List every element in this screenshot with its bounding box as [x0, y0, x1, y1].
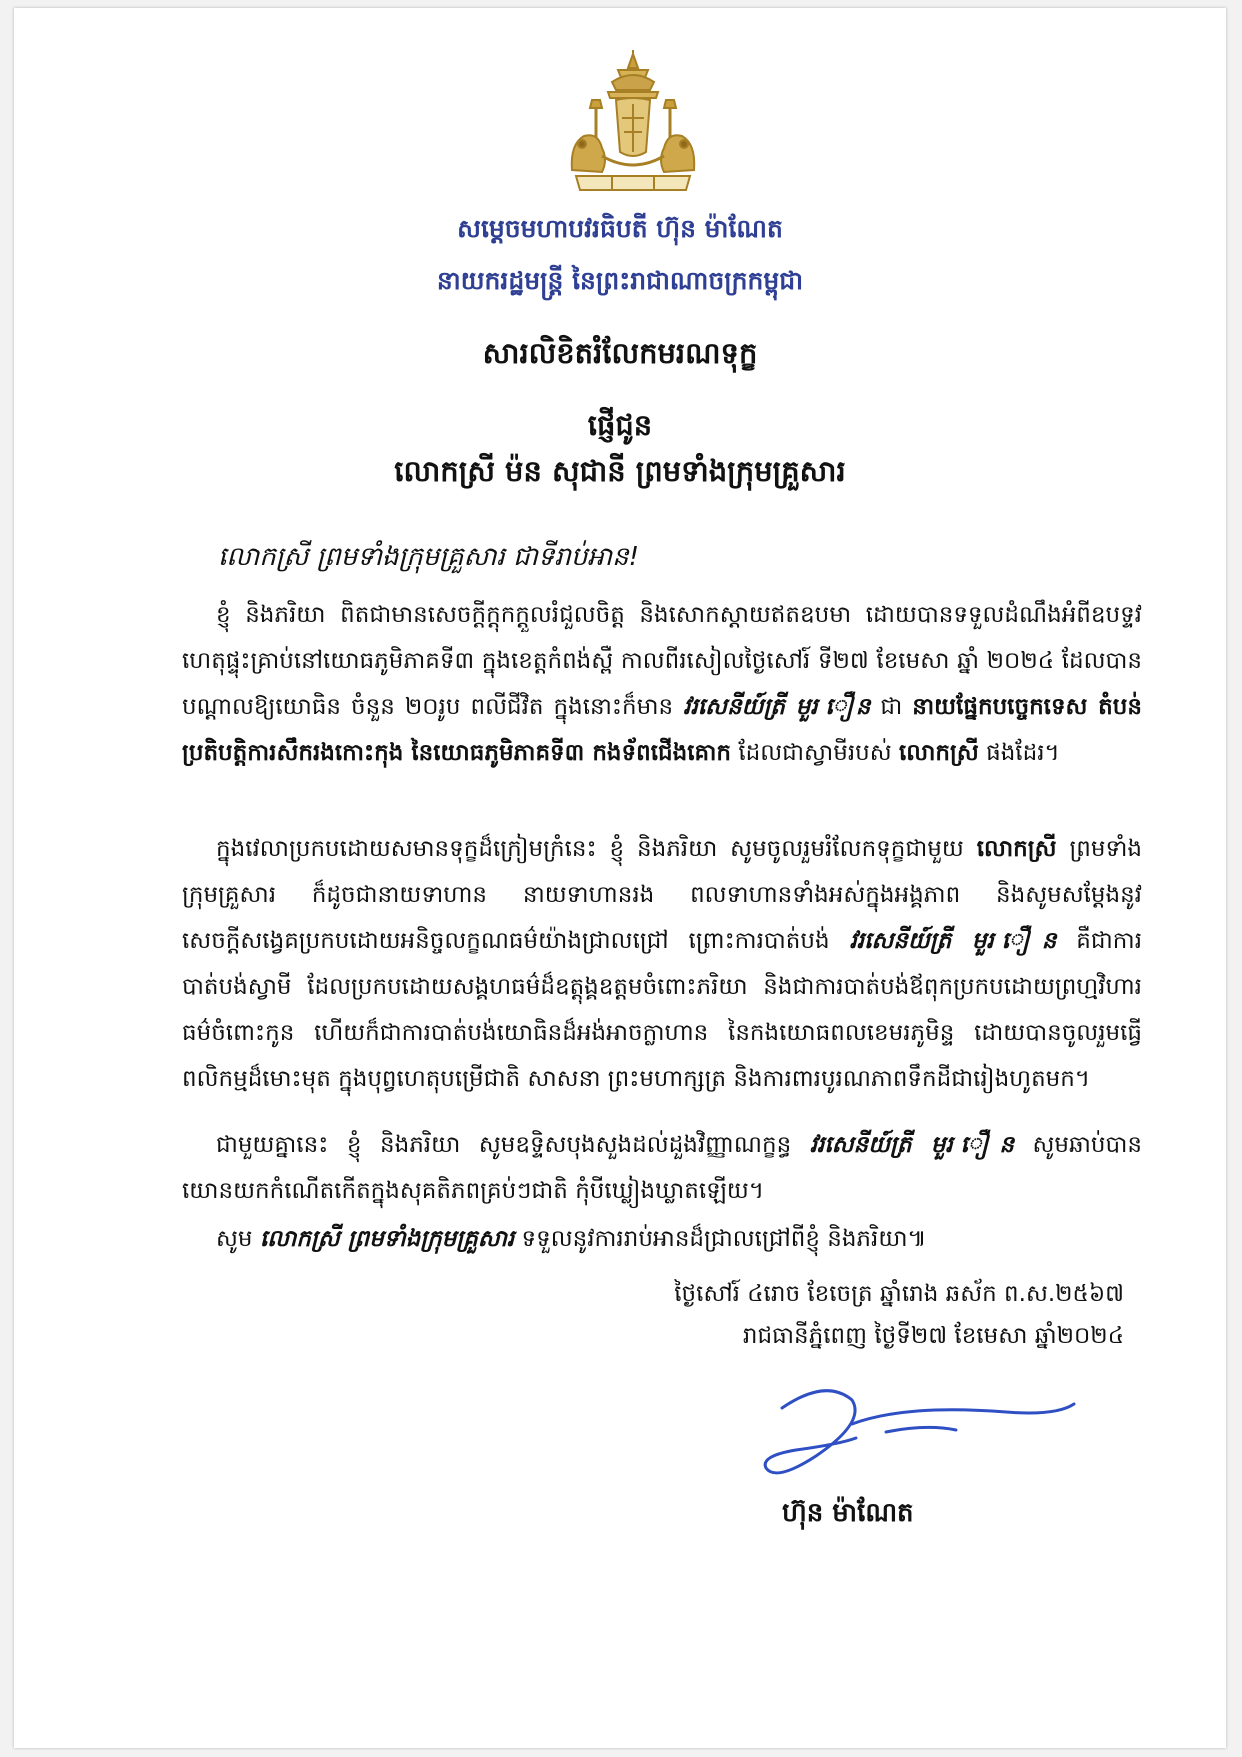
sender-title: នាយករដ្ឋមន្ត្រី នៃព្រះរាជាណាចក្រកម្ពុជា	[436, 266, 804, 295]
letter-title: សារលិខិតរំលែកមរណទុក្ខ	[482, 336, 758, 370]
recipient-reference: លោកស្រី ព្រមទាំងក្រុមគ្រួសារ	[259, 1226, 515, 1252]
recipient-reference: លោកស្រី	[898, 740, 979, 766]
recipient-reference: លោកស្រី	[976, 836, 1057, 862]
deceased-rank-name: វរសេនីយ៍ត្រី មួរ ឿន	[683, 694, 871, 720]
paragraph-1	[182, 592, 1142, 776]
paragraph-text: ក្នុងវេលាប្រកបដោយសមានទុក្ខដ៏ក្រៀមក្រំនេះ ខ្ញុំ និងភរិយា សូមចូលរួមរំលែកទុក្ខជាមួយ	[216, 836, 977, 862]
paragraph-text: សូម	[216, 1226, 260, 1252]
paragraph-3	[182, 1122, 1142, 1214]
handwritten-signature-icon	[756, 1378, 1086, 1488]
deceased-rank-name: វរសេនីយ៍ត្រី មួរ ឿន	[809, 1132, 1014, 1158]
addressed-to-label: ផ្ញើជូន	[587, 408, 653, 442]
recipient-name: លោកស្រី ម៉ន សុជានី ព្រមទាំងក្រុមគ្រួសារ	[394, 454, 846, 488]
paragraph-2	[182, 826, 1142, 1102]
deceased-rank-name: វរសេនីយ៍ត្រី មួរ ឿន	[849, 928, 1057, 954]
solar-date: រាជធានីភ្នំពេញ ថ្ងៃទី២៧ ខែមេសា ឆ្នាំ២០២៤	[742, 1323, 1124, 1349]
signer-name: ហ៊ុន ម៉ាណែត	[782, 1498, 914, 1528]
paragraph-text: គឺជាការបាត់បង់ស្វាមី ដែលប្រកបដោយសង្គហធម៌ដ៏ឧត្តុង្គឧត្តមចំពោះភរិយា និងជាការបាត់បង់ឪពុកប្រកបដោយព្រហ្មវិហារធម៌ចំពោះកូន ហើយក៏ជាការបាត់បង់យោធិនដ៏អង់អាចក្លាហាន នៃកងយោធពលខេមរភូមិន្ទ ដោយបានចូលរួមធ្វើពលិកម្មដ៏មោះមុត ក្នុងបុព្វហេតុបម្រើជាតិ សាសនា ព្រះមហាក្សត្រ និងការពារបូរណភាពទឹកដីជារៀងហូតមក។	[182, 928, 1142, 1092]
paragraph-text: ខ្ញុំ និងភរិយា ពិតជាមានសេចក្តីក្តុកក្តួលរំជួលចិត្ត និងសោកស្តាយឥតឧបមា ដោយបានទទួលដំណឹងអំពីឧបទ្ទវហេតុផ្ទុះគ្រាប់នៅយោធភូមិភាគទី៣ ក្នុងខេត្តកំពង់ស្ពឺ កាលពីរសៀលថ្ងៃសៅរ៍ ទី២៧ ខែមេសា ឆ្នាំ ២០២៤ ដែលបានបណ្តាលឱ្យយោធិន ចំនួន ២០រូប ពលីជីវិត ក្នុងនោះក៏មាន	[182, 602, 1142, 720]
paragraph-text: ផងដែរ។	[978, 740, 1060, 766]
letter-page	[14, 8, 1226, 1748]
paragraph-text: ដែលជាស្វាមីរបស់	[731, 740, 899, 766]
paragraph-text: សូមឆាប់បានយោនយកកំណើតកើតក្នុងសុគតិភពគ្រប់ៗជាតិ កុំបីឃ្លៀងឃ្លាតឡើយ។	[182, 1132, 1143, 1204]
salutation: លោកស្រី ព្រមទាំងក្រុមគ្រួសារ ជាទីរាប់អាន!	[218, 542, 640, 572]
sender-name: សម្តេចមហាបវរធិបតី ហ៊ុន ម៉ាណែត	[457, 214, 783, 243]
deceased-position: នាយផ្នែកបច្ចេកទេស តំបន់ប្រតិបត្តិការសឹករងកោះកុង នៃយោធភូមិភាគទី៣ កងទ័ពជើងគោក	[182, 694, 1142, 766]
paragraph-text: ជាមួយគ្នានេះ ខ្ញុំ និងភរិយា សូមឧទ្ទិសបុងសួងដល់ដួងវិញ្ញាណក្ខន្ធ	[216, 1132, 810, 1158]
royal-coat-of-arms-icon	[562, 48, 704, 198]
paragraph-text: ជា	[870, 694, 913, 720]
paragraph-4	[182, 1216, 1142, 1262]
paragraph-text: ព្រមទាំងក្រុមគ្រួសារ ក៏ដូចជានាយទាហាន នាយទាហានរង ពលទាហានទាំងអស់ក្នុងអង្គភាព និងសូមសម្តែងនូវសេចក្តីសង្វេគប្រកបដោយអនិច្ចលក្ខណធម៌យ៉ាងជ្រាលជ្រៅ ព្រោះការបាត់បង់	[182, 836, 1142, 954]
paragraph-text: ទទួលនូវការរាប់អានដ៏ជ្រាលជ្រៅពីខ្ញុំ និងភរិយា៕	[514, 1226, 927, 1252]
lunar-date: ថ្ងៃសៅរ៍ ៤រោច ខែចេត្រ ឆ្នាំរោង ឆស័ក ព.ស.២៥៦៧	[674, 1281, 1124, 1307]
